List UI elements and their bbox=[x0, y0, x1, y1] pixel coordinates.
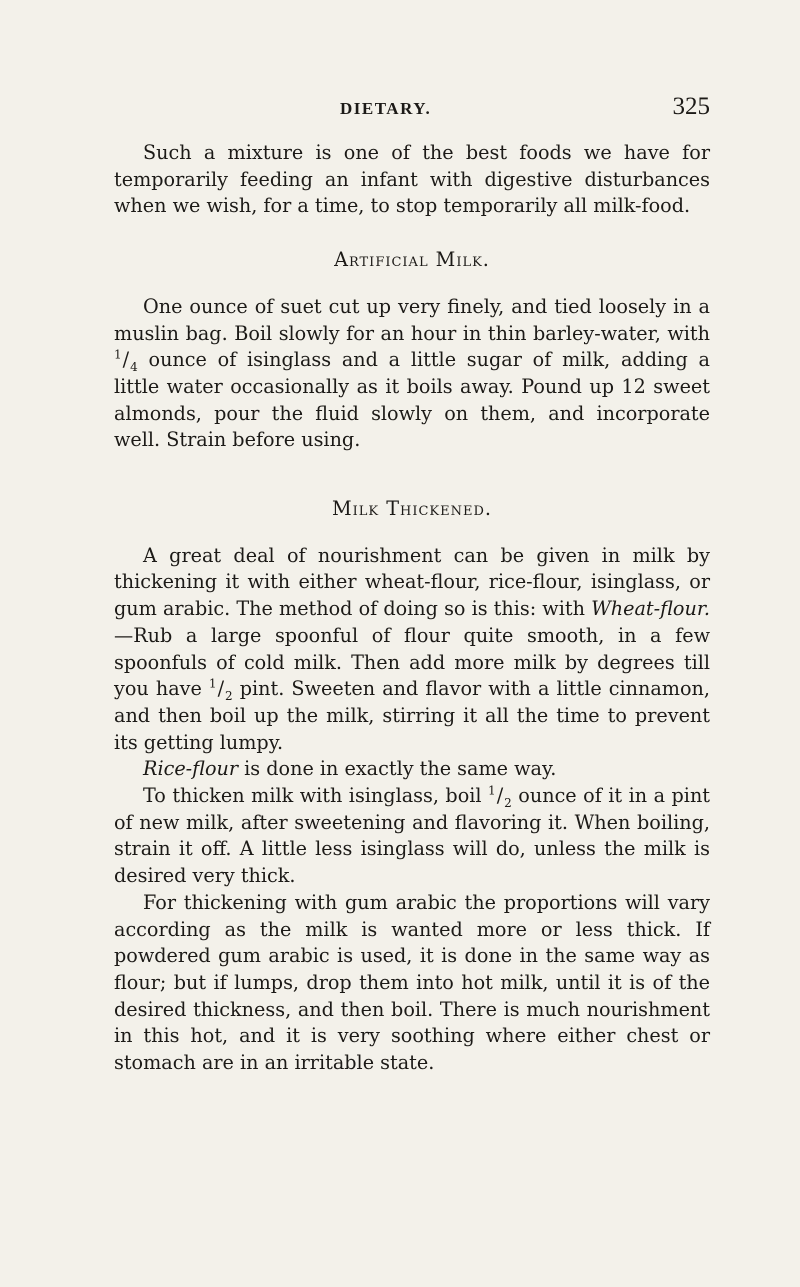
mt-p2-italic: Rice-flour bbox=[143, 757, 239, 781]
intro-text: Such a mixture is one of the best foods we have for temporarily feeding an infant with digestive disturbances when we wish, for a time, to stop temporarily all milk-food. bbox=[114, 141, 710, 218]
fraction-numerator: 1 bbox=[114, 347, 122, 362]
page-number: 325 bbox=[672, 93, 710, 120]
running-title: DIETARY. bbox=[340, 99, 432, 118]
fraction-numerator: 1 bbox=[208, 676, 217, 691]
page-body bbox=[114, 140, 710, 1077]
mt-p3-text-a: To thicken milk with isinglass, boil bbox=[143, 784, 482, 808]
mt-p1-text-c: pint. Sweeten and flavor with a little cinnamon, and then boil up the milk, stirring it all the time to prevent its getting lumpy. bbox=[114, 677, 711, 754]
artificial-milk-text-1: One ounce of suet cut up very finely, and tied loosely in a muslin bag. Boil slowly for an hour in thin barley-water, with bbox=[114, 294, 710, 345]
fraction-denominator: 2 bbox=[504, 795, 512, 810]
page-header bbox=[340, 93, 710, 121]
milk-thickened-paragraph-3: To thicken milk with isinglass, boil $^1/_2$ ounce of it in a pint of new milk, after sweetening and flavoring it. When boiling, strain it off. A little less isinglass will do, unless the milk is desired very thick. bbox=[114, 783, 711, 888]
fraction-denominator: 2 bbox=[225, 689, 233, 704]
mt-p4-text: For thickening with gum arabic the proportions will vary according as the milk is wanted more or less thick. If powdered gum arabic is used, it is done in the same way as flour; but if lumps, drop them into hot milk, until it is of the desired thickness, and then boil. There is much nourishment in this hot, and it is very soothing where either chest or stomach are in an irritable state. bbox=[114, 890, 710, 1075]
intro-paragraph bbox=[114, 140, 710, 220]
mt-p1-text-a: A great deal of nourishment can be given in milk by thickening it with either wheat-flour, rice-flour, isinglass, or gum arabic. The method of doing so is this: with bbox=[114, 543, 710, 621]
milk-thickened-paragraph-1: A great deal of nourishment can be given in milk by thickening it with either wheat-flour, rice-flour, isinglass, or gum arabic. The method of doing so is this: with Wheat-flour.—Rub a large spoonful of flour quite smooth, in a few spoonfuls of cold milk. Then add more milk by degrees till you have $^1/_2$ pint. Sweeten and flavor with a little cinnamon, and then boil up the milk, stirring it all the time to prevent its getting lumpy. bbox=[114, 543, 711, 754]
artificial-milk-paragraph: One ounce of suet cut up very finely, and tied loosely in a muslin bag. Boil slowly for an hour in thin barley-water, with $^1/_4$ ounce of isinglass and a little sugar of milk, adding a little water occasionally as it boils away. Pound up 12 sweet almonds, pour the fluid slowly on them, and incorporate well. Strain before using. bbox=[114, 294, 710, 452]
mt-p3-text-b: ounce of it in a pint of new milk, after sweetening and flavoring it. When boiling, strain it off. A little less isinglass will do, unless the milk is desired very thick. bbox=[114, 784, 711, 888]
section-heading-milk-thickened: Milk Thickened. bbox=[331, 497, 493, 521]
fraction-numerator: 1 bbox=[488, 783, 496, 798]
milk-thickened-paragraph-4 bbox=[114, 890, 710, 1077]
artificial-milk-text-2: ounce of isinglass and a little sugar of milk, adding a little water occasionally as it boils away. Pound up 12 sweet almonds, pour the fluid slowly on them, and incorporate well. Strain before using. bbox=[114, 348, 710, 452]
mt-p1-italic: Wheat-flour. bbox=[591, 597, 710, 621]
fraction-denominator: 4 bbox=[130, 360, 138, 375]
section-heading-artificial-milk: Artificial Milk. bbox=[334, 248, 490, 272]
mt-p2-text: is done in exactly the same way. bbox=[244, 757, 557, 781]
mt-p1-text-b: —Rub a large spoonful of flour quite smooth, in a few spoonfuls of cold milk. Then add more milk by degrees till you have bbox=[114, 623, 710, 701]
milk-thickened-paragraph-2 bbox=[114, 756, 710, 783]
